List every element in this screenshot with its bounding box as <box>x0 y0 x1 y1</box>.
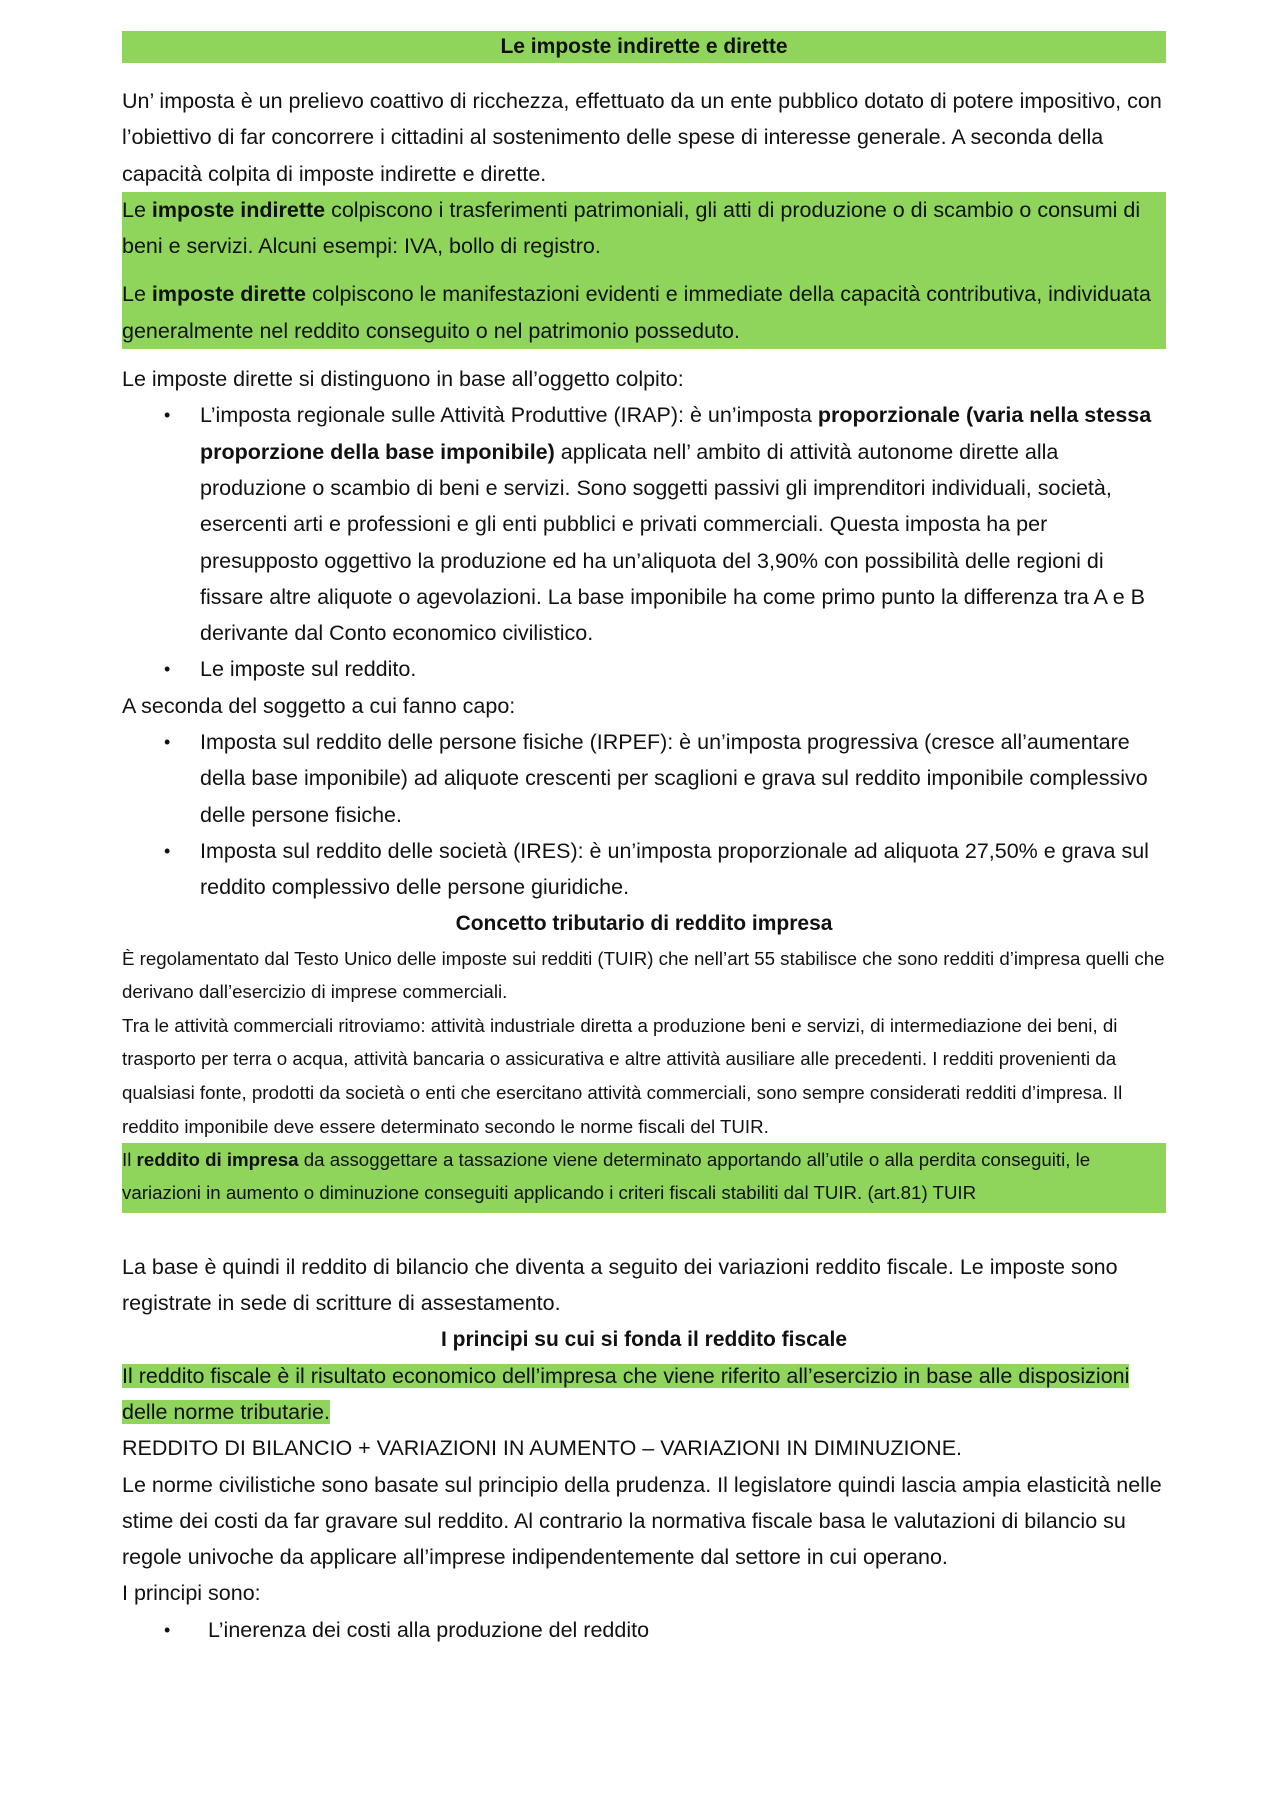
section-heading-reddito-impresa: Concetto tributario di reddito impresa <box>455 911 833 935</box>
section-heading-principi: I principi su cui si fonda il reddito fiscale <box>440 1327 848 1351</box>
document-body <box>122 31 1166 1648</box>
principi-list <box>122 1612 1166 1648</box>
list-item-irap: • L’imposta regionale sulle Attività Produttive (IRAP): è un’imposta proporzionale (varia nella stessa proporzione della base imponibile) applicata nell’ ambito di attività autonome dirette alla produzione o scambio di beni e servizi. Sono soggetti passivi gli imprenditori individuali, società, esercenti arti e professioni e gli enti pubblici e privati commerciali. Questa imposta ha per presupposto oggettivo la produzione ed ha un’aliquota del 3,90% con possibilità delle regioni di fissare altre aliquote o agevolazioni. La base imponibile ha come primo punto la differenza tra A e B derivante dal Conto economico civilistico. <box>122 397 1166 651</box>
oggetto-intro: Le imposte dirette si distinguono in base all’oggetto colpito: <box>122 367 684 392</box>
list-item-ires: • Imposta sul reddito delle società (IRES): è un’imposta proporzionale ad aliquota 27,50% e grava sul reddito complessivo delle persone giuridiche. <box>122 833 1166 906</box>
highlighted-definitions <box>122 192 1166 349</box>
soggetto-list <box>122 724 1166 905</box>
norme-paragraph: Le norme civilistiche sono basate sul principio della prudenza. Il legislatore quindi lascia ampia elasticità nelle stime dei costi da far gravare sul reddito. Al contrario la normativa fiscale basa le valutazioni di bilancio su regole univoche da applicare all’imprese indipendentemente dal settore in cui operano. <box>122 1472 1162 1570</box>
tuir-paragraph-2: Tra le attività commerciali ritroviamo: attività industriale diretta a produzione beni e servizi, di intermediazione dei beni, di trasporto per terra o acqua, attività bancaria o assicurativa e altre attività ausiliare alle precedenti. I redditi provenienti da qualsiasi fonte, prodotti da società o enti che esercitano attività commerciali, sono sempre considerati redditi d’impresa. Il reddito imponibile deve essere determinato secondo le norme fiscali del TUIR. <box>122 1014 1123 1137</box>
list-item-inerenza: • L’inerenza dei costi alla produzione del reddito <box>122 1612 1166 1648</box>
base-paragraph: La base è quindi il reddito di bilancio che diventa a seguito dei variazioni reddito fiscale. Le imposte sono registrate in sede di scritture di assestamento. <box>122 1255 1118 1316</box>
soggetto-intro: A seconda del soggetto a cui fanno capo: <box>122 693 516 718</box>
term-imposte-dirette: imposte dirette <box>151 282 307 307</box>
bullet-icon: • <box>164 840 171 861</box>
tuir-paragraph-1: È regolamentato dal Testo Unico delle imposte sui redditi (TUIR) che nell’art 55 stabilisce che sono redditi d’impresa quelli che derivano dall’esercizio di imprese commerciali. <box>122 947 1165 1003</box>
oggetto-list <box>122 397 1166 687</box>
principi-intro: I principi sono: <box>122 1581 261 1606</box>
term-imposte-indirette: imposte indirette <box>151 197 326 222</box>
list-item-reddito: • Le imposte sul reddito. <box>122 651 1166 687</box>
reddito-impresa-highlight: Il reddito di impresa da assoggettare a tassazione viene determinato apportando all’utile o alla perdita conseguiti, le variazioni in aumento o diminuzione conseguiti applicando i criteri fiscali stabiliti dal TUIR. (art.81) TUIR <box>122 1143 1166 1213</box>
bullet-icon: • <box>164 732 171 753</box>
intro-paragraph: Un’ imposta è un prelievo coattivo di ricchezza, effettuato da un ente pubblico dotato di potere impositivo, con l’obiettivo di far concorrere i cittadini al sostenimento delle spese di interesse generale. A seconda della capacità colpita di imposte indirette e dirette. <box>122 89 1162 186</box>
page-title: Le imposte indirette e dirette <box>122 31 1166 63</box>
bullet-icon: • <box>164 405 171 426</box>
term-reddito-di-impresa: reddito di impresa <box>136 1149 299 1171</box>
reddito-fiscale-definition: Il reddito fiscale è il risultato economico dell’impresa che viene riferito all’esercizio in base alle disposizioni delle norme tributarie. <box>122 1363 1130 1424</box>
bullet-icon: • <box>164 659 171 680</box>
formula-line: REDDITO DI BILANCIO + VARIAZIONI IN AUMENTO – VARIAZIONI IN DIMINUZIONE. <box>122 1436 963 1461</box>
bullet-icon: • <box>164 1619 171 1640</box>
indirette-paragraph: Le imposte indirette colpiscono i trasferimenti patrimoniali, gli atti di produzione o di scambio o consumi di beni e servizi. Alcuni esempi: IVA, bollo di registro. <box>122 197 1141 259</box>
dirette-paragraph: Le imposte dirette colpiscono le manifestazioni evidenti e immediate della capacità contributiva, individuata generalmente nel reddito conseguito o nel patrimonio posseduto. <box>122 282 1151 343</box>
list-item-irpef: • Imposta sul reddito delle persone fisiche (IRPEF): è un’imposta progressiva (cresce all’aumentare della base imponibile) ad aliquote crescenti per scaglioni e grava sul reddito imponibile complessivo delle persone fisiche. <box>122 724 1166 833</box>
